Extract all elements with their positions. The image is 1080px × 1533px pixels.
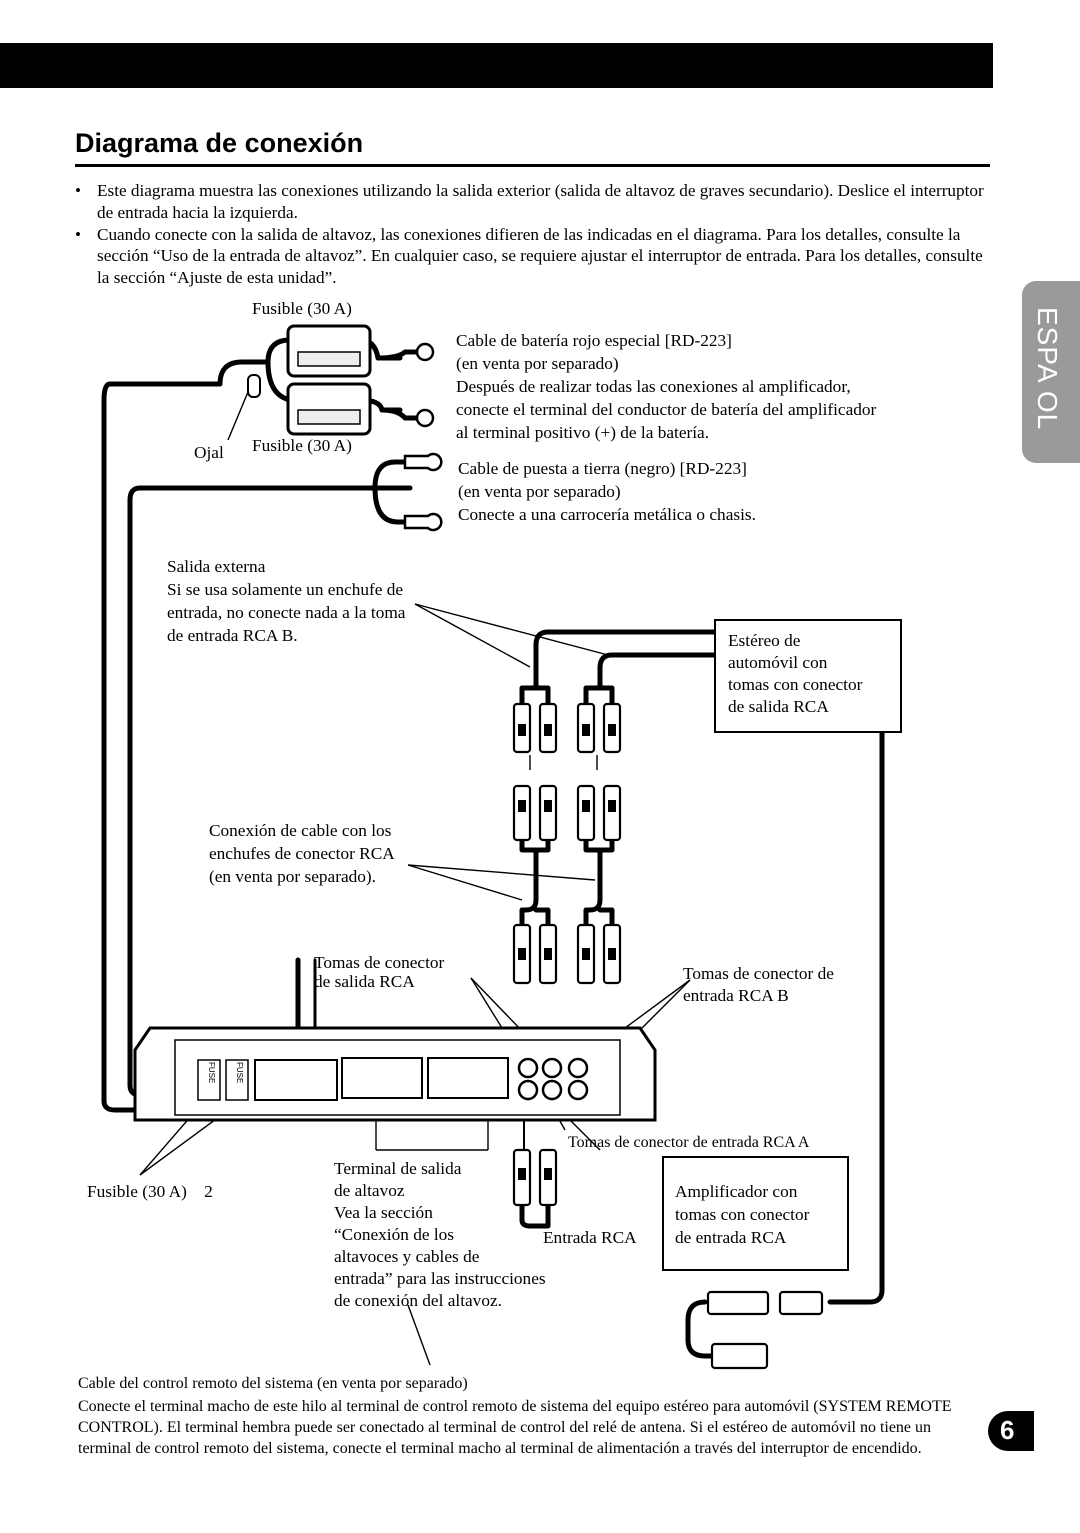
fuse-holder <box>288 326 370 434</box>
fuse-label: Fusible (30 A) <box>252 299 352 318</box>
spade-terminal-icon <box>405 514 441 530</box>
ring-terminal-icon <box>417 344 433 360</box>
fuse-marking: FUSE <box>235 1062 244 1084</box>
rca-output-jacks-label: Tomas de conector de salida RCA <box>314 953 445 991</box>
remote-cable-caption: Cable del control remoto del sistema (en venta por separado) <box>78 1375 468 1392</box>
amplifier-label: Amplificador con tomas con conector de entrada RCA <box>675 1182 810 1247</box>
grommet-icon <box>248 375 260 397</box>
car-stereo-label: Estéreo de automóvil con tomas con conector de salida RCA <box>728 631 863 716</box>
ring-terminal-icon <box>417 410 433 426</box>
remote-connector-icon <box>708 1292 822 1368</box>
fuse-marking: FUSE <box>207 1062 216 1084</box>
spade-terminal-icon <box>405 454 441 470</box>
battery-cable-label: Cable de batería rojo especial [RD-223] (en venta por separado) Después de realizar todas las conexiones al amplificador, conecte el terminal del conductor de batería del amplificador al terminal positivo (+) de la batería. <box>456 331 877 442</box>
remote-cable-instructions: Conecte el terminal macho de este hilo al terminal de control remoto de sistema del equipo estéreo para automóvil (SYSTEM REMOTE CONTROL). El terminal hembra puede ser conectado al terminal de control del relé de antena. Si el estéreo de automóvil no tiene un terminal de control remoto del sistema, conecte el terminal macho al terminal de alimentación a través del interruptor de encendido. <box>78 1398 952 1457</box>
page-title: Diagrama de conexión <box>75 128 364 158</box>
fuse-bottom-label: Fusible (30 A) 2 <box>87 1182 213 1201</box>
fuse-label: Fusible (30 A) <box>252 436 352 455</box>
language-tab-label: ESPA OL <box>1032 307 1063 431</box>
rca-input-a-label: Tomas de conector de entrada RCA A <box>568 1134 810 1151</box>
bullet-item: • Cuando conecte con la salida de altavoz, las conexiones difieren de las indicadas en el diagrama. Para los detalles, consulte la sección “Uso de la entrada de altavoz”. En cualquier caso, se requiere ajustar el interruptor de entrada. Para los detalles, consulte la sección “Ajuste de esta unidad”. <box>75 224 990 289</box>
rca-input-b-label: Tomas de conector de entrada RCA B <box>683 964 834 1005</box>
grommet-label: Ojal <box>194 443 224 462</box>
ground-cable-label: Cable de puesta a tierra (negro) [RD-223] (en venta por separado) Conecte a una carrocería metálica o chasis. <box>458 459 756 524</box>
external-output-label: Salida externa Si se usa solamente un enchufe de entrada, no conecte nada a la toma de entrada RCA B. <box>167 557 406 645</box>
speaker-terminal-label: Terminal de salida de altavoz Vea la sección “Conexión de los altavoces y cables de entrada” para las instrucciones de conexión del altavoz. <box>334 1159 546 1310</box>
rca-plug-group <box>514 704 620 1205</box>
page-number: 6 <box>1000 1415 1015 1445</box>
rca-input-label: Entrada RCA <box>543 1228 637 1247</box>
rca-cable-label: Conexión de cable con los enchufes de conector RCA (en venta por separado). <box>209 821 395 886</box>
bullet-item: • Este diagrama muestra las conexiones utilizando la salida exterior (salida de altavoz de graves secundario). Deslice el interruptor de entrada hacia la izquierda. <box>75 180 990 224</box>
